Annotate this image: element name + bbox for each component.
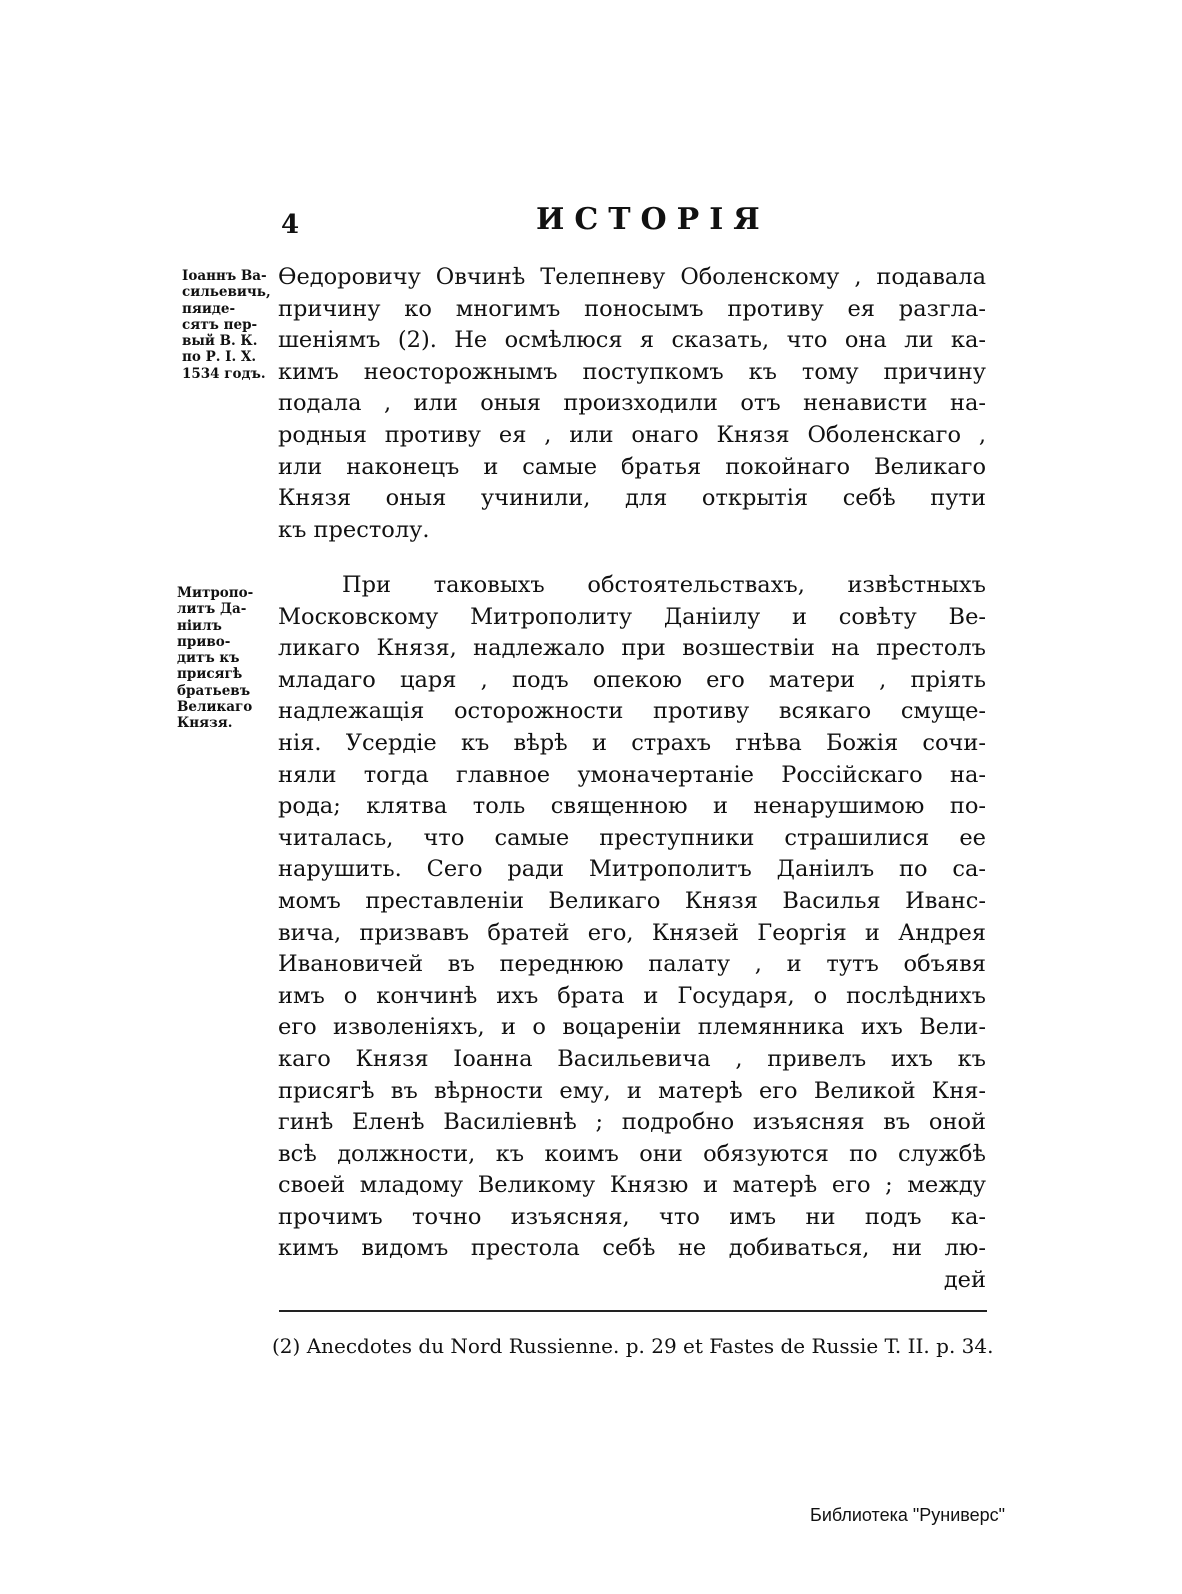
text-line: Ивановичей въ переднюю палату , и тутъ объявя <box>278 951 986 978</box>
text-line: прочимъ точно изъясняя, что имъ ни подъ ка- <box>278 1203 986 1230</box>
text-line: момъ преставленіи Великаго Князя Василья Иванс- <box>278 887 986 914</box>
text-line: всѣ должности, къ коимъ они обязуются по службѣ <box>278 1140 986 1167</box>
margin-note-line: братьевъ <box>177 682 251 699</box>
text-line: нарушить. Сего ради Митрополитъ Даніилъ по са- <box>278 856 986 883</box>
text-line: къ престолу. <box>278 516 430 543</box>
margin-note-line: ніилъ <box>177 617 222 634</box>
text-line: своей младому Великому Князю и матерѣ его ; между <box>278 1172 986 1199</box>
text-line: Князя оныя учинили, для открытія себѣ пути <box>278 485 986 512</box>
text-line: родныя противу ея , или онаго Князя Оболенскаго , <box>278 421 986 448</box>
text-line: Московскому Митрополиту Даніилу и совѣту Ве- <box>278 603 986 630</box>
text-line: или наконецъ и самые братья покойнаго Великаго <box>278 453 986 480</box>
catchword: дей <box>943 1267 986 1294</box>
text-line: гинѣ Еленѣ Василіевнѣ ; подробно изъясняя въ оной <box>278 1109 986 1136</box>
text-line: имъ о кончинѣ ихъ брата и Государя, о послѣднихъ <box>278 982 986 1009</box>
margin-note-line: пяиде- <box>182 300 236 317</box>
margin-note-line: дитъ къ <box>177 650 240 667</box>
paragraph-1 <box>278 262 986 546</box>
text-line: присягѣ въ вѣрности ему, и матерѣ его Великой Кня- <box>278 1077 986 1104</box>
text-line: нія. Усердіе къ вѣрѣ и страхъ гнѣва Божія сочи- <box>278 729 986 756</box>
text-line: причину ко многимъ поносымъ противу ея разгла- <box>278 295 986 322</box>
text-line: ликаго Князя, надлежало при возшествіи на престолъ <box>278 635 986 662</box>
margin-note-line: Великаго <box>177 699 253 716</box>
running-title: ИСТОРІЯ <box>536 202 770 237</box>
footnote-divider <box>279 1310 987 1312</box>
margin-note-ioann <box>182 268 278 382</box>
text-line: его изволеніяхъ, и о воцареніи племянника ихъ Вели- <box>278 1014 986 1041</box>
text-line: подала , или оныя произходили отъ ненависти на- <box>278 390 986 417</box>
margin-note-line: Іоаннъ Ва- <box>182 268 267 284</box>
text-line: рода; клятва толь священною и ненарушимою по- <box>278 793 986 820</box>
paragraph-2 <box>278 570 986 1297</box>
text-line: няли тогда главное умоначертаніе Россійскаго на- <box>278 761 986 788</box>
footnote: (2) Anecdotes du Nord Russienne. p. 29 et Fastes de Russie T. II. p. 34. <box>272 1334 994 1358</box>
margin-note-line: вый В. К. <box>182 333 258 350</box>
margin-note-line: сильевичь, <box>182 284 271 301</box>
text-line: шеніямъ (2). Не осмѣлюся я сказать, что она ли ка- <box>278 327 986 354</box>
library-watermark: Библиотека "Руниверс" <box>810 1505 1006 1525</box>
text-line: Ѳедоровичу Овчинѣ Телепневу Оболенскому , подавала <box>278 264 986 290</box>
margin-note-line: приво- <box>177 633 231 650</box>
margin-note-line: Митропо- <box>177 585 254 601</box>
text-line: При таковыхъ обстоятельствахъ, извѣстныхъ <box>342 572 986 598</box>
text-line: младаго царя , подъ опекою его матери , пріять <box>278 666 986 693</box>
margin-note-line: по Р. І. Х. <box>182 349 257 366</box>
margin-note-line: Князя. <box>177 715 233 732</box>
page-number: 4 <box>281 210 300 240</box>
text-line: кимъ видомъ престола себѣ не добиваться, ни лю- <box>278 1235 986 1262</box>
margin-note-line: литъ Да- <box>177 601 247 618</box>
text-line: вича, призвавъ братей его, Князей Георгія и Андрея <box>278 919 986 946</box>
margin-note-line: присягѣ <box>177 666 243 683</box>
margin-note-line: сятъ пер- <box>182 316 258 333</box>
text-line: каго Князя Іоанна Васильевича , привелъ ихъ къ <box>278 1045 986 1072</box>
text-line: читалась, что самые преступники страшилися ее <box>278 824 986 851</box>
text-line: надлежащія осторожности противу всякаго смуще- <box>278 698 986 725</box>
margin-note-metropolitan <box>177 585 273 732</box>
text-line: кимъ неосторожнымъ поступкомъ къ тому причину <box>278 358 986 385</box>
margin-note-line: 1534 годъ. <box>182 365 266 382</box>
